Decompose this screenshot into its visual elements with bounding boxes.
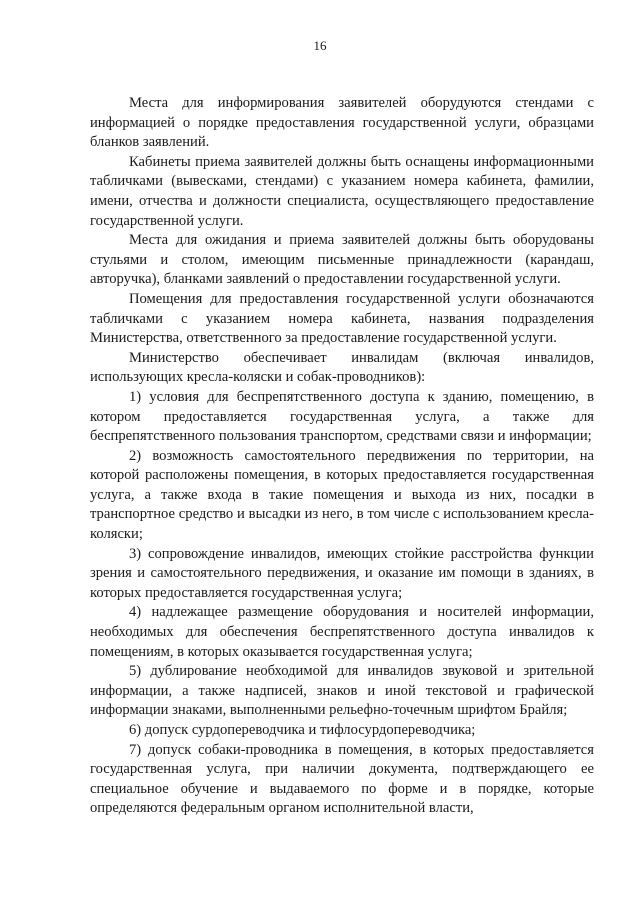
document-body [90,94,594,819]
list-item-1: 1) условия для беспрепятственного доступа к зданию, помещению, в котором предоставляется государственная услуга, а также для беспрепятственного пользования транспортом, средствами связи и информации; [90,388,594,445]
paragraph-info-stands: Места для информирования заявителей оборудуются стендами с информацией о порядке предоставления государственной услуги, образцами бланков заявлений. [90,95,594,151]
list-item-7: 7) допуск собаки-проводника в помещения, в которых предоставляется государственная услуга, при наличии документа, подтверждающего ее специальное обучение и выдаваемого по форме и в порядке, которые определяются федеральным органом исполнительной власти, [90,741,594,817]
list-item-3: 3) сопровождение инвалидов, имеющих стойкие расстройства функции зрения и самостоятельного передвижения, и оказание им помощи в зданиях, в которых предоставляется государственная услуга; [90,545,594,601]
paragraph-ministry-provides: Министерство обеспечивает инвалидам (включая инвалидов, использующих кресла-коляски и собак-проводников): [90,349,594,386]
paragraph-premises-signs: Помещения для предоставления государственной услуги обозначаются табличками с указанием номера кабинета, названия подразделения Министерства, ответственного за предоставление государственной услуги. [90,290,594,347]
list-item-2: 2) возможность самостоятельного передвижения по территории, на которой расположены помещения, в которых предоставляется государственная услуга, а также входа в такие помещения и выхода из них, посадки в транспортное средство и высадки из него, в том числе с использованием кресла-коляски; [90,447,594,543]
page-number: 16 [313,38,327,53]
paragraph-waiting-areas: Места для ожидания и приема заявителей должны быть оборудованы стульями и столом, имеющим письменные принадлежности (карандаш, авторучка), бланками заявлений о предоставлении государственной услуги. [90,232,594,288]
list-item-6: 6) допуск сурдопереводчика и тифлосурдопереводчика; [129,722,476,738]
list-item-4: 4) надлежащее размещение оборудования и носителей информации, необходимых для обеспечения беспрепятственного доступа инвалидов к помещениям, в которых оказывается государственная услуга; [90,604,594,660]
list-item-5: 5) дублирование необходимой для инвалидов звуковой и зрительной информации, а также надписей, знаков и иной текстовой и графической информации знаками, выполненными рельефно-точечным шрифтом Брайля; [90,663,594,719]
paragraph-reception-rooms: Кабинеты приема заявителей должны быть оснащены информационными табличками (вывесками, стендами) с указанием номера кабинета, фамилии, имени, отчества и должности специалиста, осуществляющего предоставление государственной услуги. [90,153,594,229]
